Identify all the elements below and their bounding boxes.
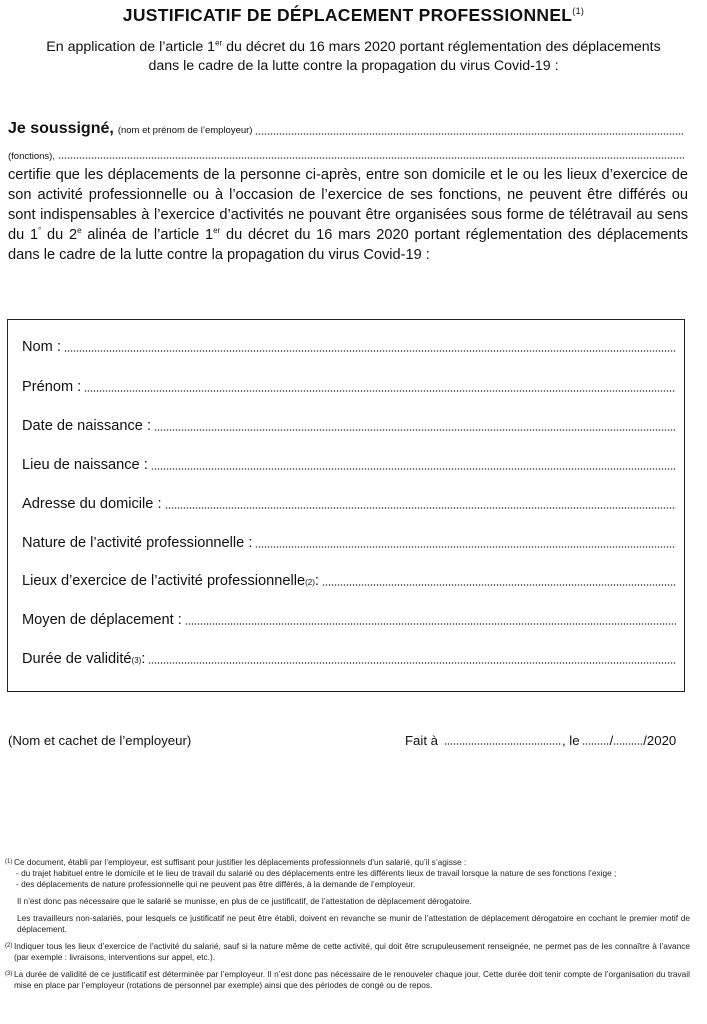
footnote-1-para2: Il n’est donc pas nécessaire que le salarié se munisse, en plus de ce justificatif, de l’attestation de déplacement dérogatoire. — [17, 896, 472, 906]
footnotes — [5, 857, 690, 997]
field-input[interactable] — [64, 350, 676, 352]
footnote-3 — [5, 969, 690, 991]
footnote-1-item: - du trajet habituel entre le domicile et le lieu de travail du salarié ou des déplacements entre les différents lieux de travail lorsque la nature de ses fonctions l’exige ; — [16, 868, 617, 878]
footnote-mark-1: (1) — [572, 6, 585, 17]
signatory-function-line[interactable] — [8, 151, 684, 162]
footnote-number: (2) — [5, 943, 13, 949]
field-input[interactable] — [148, 662, 676, 664]
field-nature-activite[interactable] — [22, 535, 676, 551]
field-label: Durée de validité — [22, 651, 132, 667]
intro-paragraph — [30, 38, 677, 76]
signatory-name-field[interactable] — [255, 133, 684, 135]
certify-text-4: du décret du 16 mars 2020 portant réglementation des déplacements dans le cadre de la lutte contre la propagation du virus Covid-19 : — [8, 227, 688, 263]
field-suffix: : — [141, 651, 146, 667]
certify-text-2: du 2 — [41, 227, 78, 243]
footnote-number: (3) — [5, 971, 13, 977]
certify-text-3: alinéa de l’article 1 — [81, 227, 214, 243]
field-input[interactable] — [165, 507, 676, 509]
field-prenom[interactable] — [22, 379, 676, 395]
field-label: Moyen de déplacement : — [22, 612, 182, 628]
field-lieu-naissance[interactable] — [22, 457, 676, 473]
day-field[interactable] — [582, 743, 610, 745]
certify-sup-1: ° — [38, 226, 42, 236]
certify-sup-2: e — [77, 226, 82, 236]
year-label: /2020 — [643, 733, 677, 748]
field-input[interactable] — [185, 623, 676, 625]
field-label: Date de naissance : — [22, 418, 151, 434]
footnote-1-para3: Les travailleurs non-salariés, pour lesquels ce justificatif ne peut être établi, doivent en revanche se munir de l’attestation de déplacement dérogatoire en cochant le premier motif de déplacement. — [17, 913, 690, 934]
footnote-1-text: Ce document, établi par l’employeur, est suffisant pour justifier les déplacements professionnels d’un salarié, qu’il s’agisse : — [14, 857, 467, 867]
fait-label: Fait à — [405, 733, 438, 748]
field-lieux-exercice[interactable]: Lieux d’exercice de l’activité professionnelle (2) : — [22, 573, 676, 589]
functions-label: (fonctions), — [8, 151, 55, 162]
footnote-number: (1) — [5, 859, 13, 865]
document-title — [0, 5, 707, 26]
document-title-text: JUSTIFICATIF DE DÉPLACEMENT PROFESSIONNEL — [122, 5, 573, 25]
footnote-1-item: - des déplacements de nature professionnelle qui ne peuvent pas être différés, à la demande de l’employeur. — [16, 879, 416, 889]
field-input[interactable] — [322, 584, 676, 586]
field-input[interactable] — [255, 546, 676, 548]
le-label: , le — [561, 733, 580, 748]
field-suffix: : — [314, 573, 319, 589]
field-adresse[interactable] — [22, 496, 676, 512]
intro-text-2: du décret du 16 mars 2020 portant réglementation des déplacements dans le cadre de la lutte contre la propagation du virus Covid-19 : — [148, 39, 661, 74]
place-date-line[interactable] — [405, 733, 687, 748]
footnote-3-text: La durée de validité de ce justificatif est déterminée par l’employeur. Il n’est donc pas nécessaire de le renouveler chaque jour. Cette durée doit tenir compte de l’organisation du travail mise en place par l’employeur (rotations de personnel par exemple) ainsi que des périodes de congé ou de repos. — [14, 969, 690, 990]
date-separator: / — [609, 733, 614, 748]
signatory-hint: (nom et prénom de l’employeur) — [117, 125, 253, 136]
intro-sup: er — [215, 38, 223, 48]
field-label: Prénom : — [22, 379, 82, 395]
field-label: Nature de l’activité professionnelle : — [22, 535, 253, 551]
certification-paragraph — [8, 165, 688, 265]
field-nom[interactable] — [22, 339, 676, 355]
certify-sup-3: er — [213, 226, 221, 236]
field-input[interactable] — [154, 429, 676, 431]
field-input[interactable] — [151, 468, 676, 470]
functions-field[interactable] — [58, 157, 684, 159]
signatory-name-line[interactable] — [8, 120, 684, 138]
intro-text-1: En application de l’article 1 — [46, 39, 216, 55]
footnote-2 — [5, 941, 690, 963]
field-input[interactable] — [84, 390, 676, 392]
field-date-naissance[interactable] — [22, 418, 676, 434]
month-field[interactable] — [613, 743, 643, 745]
field-duree-validite[interactable]: Durée de validité (3) : — [22, 651, 676, 667]
footnote-1 — [5, 857, 690, 890]
field-label: Lieux d’exercice de l’activité professionnelle — [22, 573, 306, 589]
employee-info-box — [7, 319, 685, 692]
field-moyen-deplacement[interactable] — [22, 612, 676, 628]
signatory-label: Je soussigné, — [8, 120, 114, 137]
certify-text-1: certifie que les déplacements de la personne ci-après, entre son domicile et le ou les lieux d’exercice de son activité professionnelle ou à l’occasion de l’exercice de ses fonctions, ne peuvent être différés ou sont indispensables à l’exercice d’activités ne pouvant être organisées sous forme de télétravail au sens du 1 — [8, 167, 688, 243]
field-label: Adresse du domicile : — [22, 496, 162, 512]
field-label: Nom : — [22, 339, 61, 355]
footnote-2-text: Indiquer tous les lieux d’exercice de l’activité du salarié, sauf si la nature même de cette activité, qui doit être scrupuleusement renseignée, ne permet pas de les connaître à l’avance (par exemple : livraisons, interventions sur appel, etc.). — [14, 941, 690, 962]
field-label: Lieu de naissance : — [22, 457, 148, 473]
employer-stamp-label: (Nom et cachet de l’employeur) — [8, 733, 192, 748]
place-field[interactable] — [444, 743, 562, 745]
